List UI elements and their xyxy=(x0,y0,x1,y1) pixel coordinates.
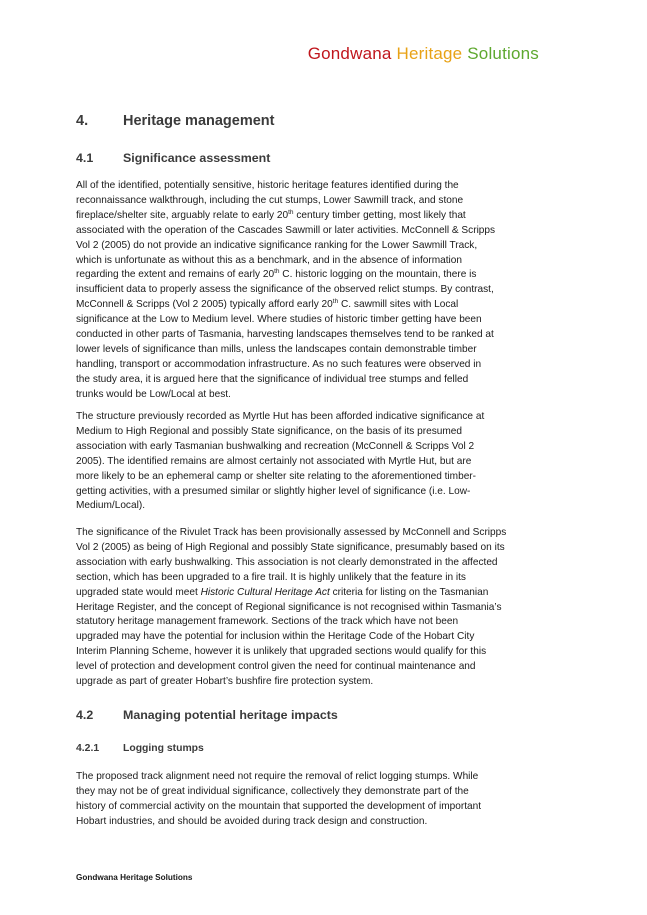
text-line: regarding the extent and remains of early 20th C. historic logging on the mountain, there is xyxy=(76,268,477,281)
text-line: upgrade as part of greater Hobart’s bushfire fire protection system. xyxy=(76,676,374,688)
text-line: insufficient data to properly assess the significance of the observed relict stumps. By contrast, xyxy=(76,284,494,296)
section-number: 4.1 xyxy=(76,151,94,165)
section-title: Heritage management xyxy=(123,113,275,129)
brand-word-solutions: Solutions xyxy=(467,44,539,63)
section-4-1-heading xyxy=(76,151,270,165)
text-line: section, which has been upgraded to a fire trail. It is highly unlikely that the feature in its xyxy=(76,571,466,583)
section-number: 4.2.1 xyxy=(76,743,100,754)
text-line: reconnaissance walkthrough, including the cut stumps, Lower Sawmill track, and stone xyxy=(76,194,464,206)
brand-word-gondwana: Gondwana xyxy=(307,44,392,63)
text-line: more likely to be an ephemeral camp or shelter site relating to the aforementioned timber- xyxy=(76,470,477,482)
section-4-2-heading xyxy=(76,708,338,722)
text-line: Heritage Register, and the concept of Regional significance is not recognised within Tasmania’s xyxy=(76,601,502,613)
section-title: Managing potential heritage impacts xyxy=(123,708,338,722)
text-line: The structure previously recorded as Myrtle Hut has been afforded indicative significance at xyxy=(76,411,485,422)
text-line: Hobart industries, and should be avoided during track design and construction. xyxy=(76,815,428,827)
section-title: Logging stumps xyxy=(123,743,204,754)
text-line: the study area, it is argued here that the significance of individual tree stumps and felled xyxy=(76,373,469,385)
text-line: McConnell & Scripps (Vol 2 2005) typically afford early 20th C. sawmill sites with Local xyxy=(76,298,459,311)
text-line: Vol 2 (2005) do not provide an indicative significance ranking for the Lower Sawmill Track, xyxy=(76,239,478,251)
text-line: which is unfortunate as without this as a benchmark, and in the absence of information xyxy=(76,254,463,266)
text-line: getting activities, with a presumed similar or slightly higher level of significance (i.e. Low- xyxy=(76,485,471,497)
significance-paragraph-3 xyxy=(76,526,546,690)
brand-header xyxy=(308,44,539,64)
text-line: history of commercial activity on the mountain that supported the development of important xyxy=(76,800,482,812)
section-4-2-1-heading xyxy=(76,743,204,754)
text-line: Medium to High Regional and possibly State significance, on the basis of its presumed xyxy=(76,425,463,437)
page-footer: Gondwana Heritage Solutions xyxy=(76,873,193,882)
text-line: trunks would be Low/Local at best. xyxy=(76,388,231,400)
significance-paragraph-2 xyxy=(76,410,546,514)
text-line: All of the identified, potentially sensitive, historic heritage features identified during the xyxy=(76,180,459,191)
section-number: 4.2 xyxy=(76,708,94,722)
brand-word-heritage: Heritage xyxy=(396,44,463,63)
logging-stumps-paragraph xyxy=(76,770,546,830)
text-line: handling, transport or accommodation infrastructure. As no such features were observed in xyxy=(76,358,482,370)
significance-paragraph-1 xyxy=(76,179,546,403)
section-number: 4. xyxy=(76,113,89,129)
text-line: level of protection and development control given the need for continual maintenance and xyxy=(76,661,476,673)
text-line: The proposed track alignment need not require the removal of relict logging stumps. While xyxy=(76,771,479,782)
text-line: upgraded may have the potential for inclusion within the Heritage Code of the Hobart City xyxy=(76,631,475,643)
text-line: they may not be of great individual significance, collectively they demonstrate part of the xyxy=(76,785,469,797)
text-line: upgraded state would meet Historic Cultural Heritage Act criteria for listing on the Tasmanian xyxy=(76,586,489,598)
text-line: The significance of the Rivulet Track has been provisionally assessed by McConnell and Scripps xyxy=(76,527,507,538)
text-line: Vol 2 (2005) as being of High Regional and possibly State significance, presumably based on its xyxy=(76,541,505,553)
text-line: Interim Planning Scheme, however it is unlikely that upgraded sections would qualify for this xyxy=(76,646,487,658)
text-line: lower levels of significance than mills, unless the landscapes contain demonstrable timber xyxy=(76,343,477,355)
text-line: associated with the operation of the Cascades Sawmill or later activities. McConnell & Scripps xyxy=(76,224,496,236)
text-line: Medium/Local). xyxy=(76,500,146,512)
text-line: 2005). The identified remains are almost certainly not associated with Myrtle Hut, but are xyxy=(76,455,472,467)
text-line: association with early Tasmanian bushwalking and recreation (McConnell & Scripps Vol 2 xyxy=(76,440,475,452)
text-line: association with early bushwalking. This association is not clearly demonstrated in the affected xyxy=(76,556,498,568)
text-line: conducted in other parts of Tasmania, harvesting landscapes themselves tend to be ranked at xyxy=(76,329,494,341)
text-line: statutory heritage management framework. Sections of the track which have not been xyxy=(76,616,459,628)
section-4-heading xyxy=(76,113,275,129)
text-line: significance at the Low to Medium level. Where studies of historic timber getting have been xyxy=(76,314,482,326)
text-line: fireplace/shelter site, arguably relate to early 20th century timber getting, most likely that xyxy=(76,208,466,221)
section-title: Significance assessment xyxy=(123,151,271,165)
